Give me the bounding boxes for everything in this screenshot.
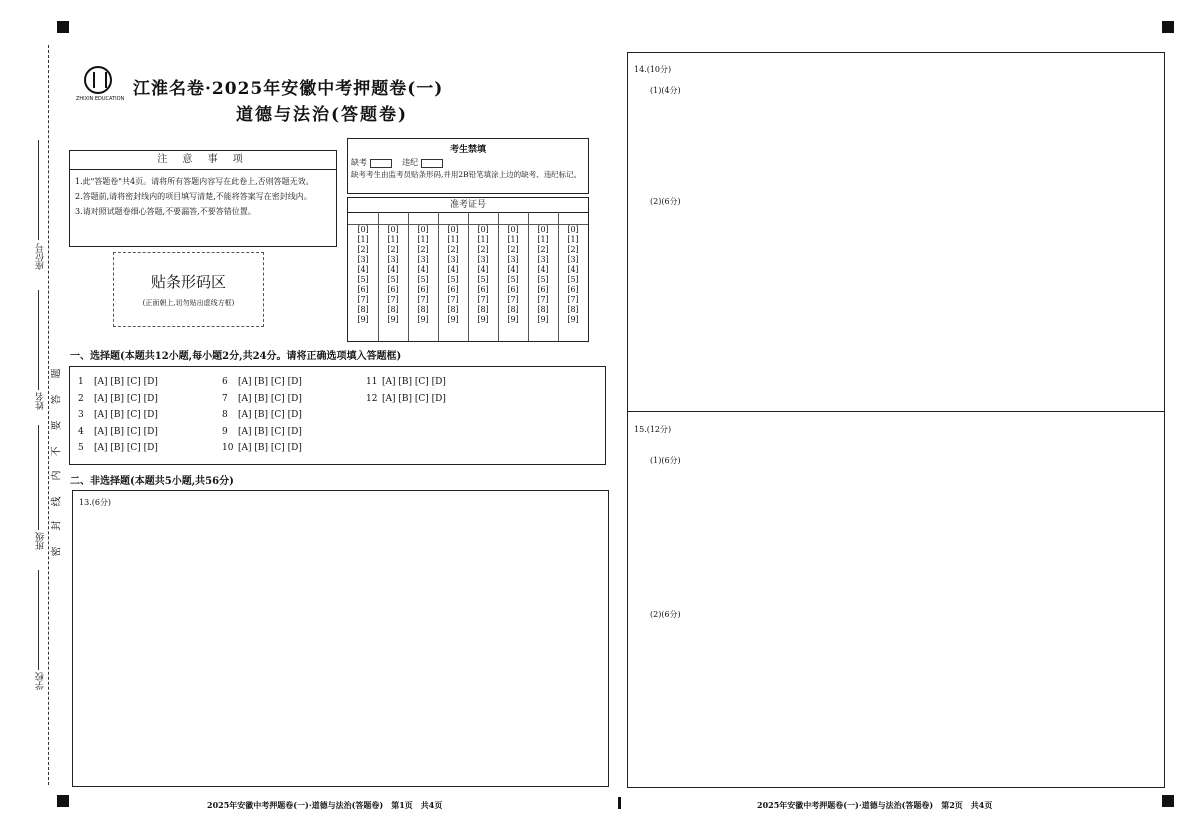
class-label: 班级 (36, 532, 46, 550)
right-page-frame (627, 52, 1165, 788)
seat-line (38, 140, 39, 240)
ticket-bubble[interactable]: [1] (387, 235, 399, 244)
examinee-note: 缺考考生由监考员贴条形码,并用2B铅笔填涂上边的缺考、违纪标记。 (351, 170, 582, 179)
ticket-grid (348, 212, 588, 341)
ticket-bubble[interactable]: [9] (447, 315, 459, 324)
q15-label: 15.(12分) (634, 425, 672, 434)
choice-options[interactable]: [A] [B] [C] [D] (94, 393, 158, 404)
footer-page1: 2025年安徽中考押题卷(一)·道德与法治(答题卷) 第1页 共4页 (207, 800, 443, 810)
logo-icon (84, 66, 112, 94)
ticket-bubble[interactable]: [1] (507, 235, 519, 244)
choice-row[interactable] (78, 410, 158, 420)
ticket-digit-box[interactable] (348, 212, 378, 225)
ticket-bubble[interactable]: [5] (507, 275, 519, 284)
choice-number: 7 (222, 393, 228, 404)
seal-char: 要 (51, 420, 63, 431)
ticket-bubble[interactable]: [1] (417, 235, 429, 244)
ticket-bubble[interactable]: [7] (417, 295, 429, 304)
choice-number: 4 (78, 426, 84, 437)
ticket-bubble[interactable]: [1] (447, 235, 459, 244)
choice-options[interactable]: [A] [B] [C] [D] (382, 377, 446, 387)
ticket-bubble[interactable]: [0] (357, 225, 369, 234)
examinee-box (347, 138, 589, 194)
ticket-digit-box[interactable] (498, 212, 528, 225)
ticket-column (468, 212, 499, 341)
ticket-bubble[interactable]: [0] (387, 225, 399, 234)
choice-number: 6 (222, 377, 228, 387)
ticket-bubble[interactable]: [6] (537, 285, 549, 294)
absent-label: 缺考 (351, 158, 367, 167)
choice-row[interactable] (222, 377, 302, 387)
ticket-bubble[interactable]: [3] (387, 255, 399, 264)
ticket-column (438, 212, 469, 341)
q13-answer-box[interactable] (72, 490, 609, 787)
note-item: 2.答题前,请将密封线内的项目填写清楚,不能将答案写在密封线内。 (75, 192, 312, 201)
ticket-bubble[interactable]: [9] (537, 315, 549, 324)
name-label: 姓名 (36, 392, 46, 410)
ticket-bubble[interactable]: [2] (477, 245, 489, 254)
class-line (38, 425, 39, 530)
alignment-marker (57, 795, 69, 807)
ticket-bubble[interactable]: [7] (357, 295, 369, 304)
section1-title: 一、选择题(本题共12小题,每小题2分,共24分。请将正确选项填入答题框) (70, 351, 402, 362)
ticket-bubble[interactable]: [6] (507, 285, 519, 294)
barcode-hint: (正面朝上,切勿贴出虚线方框) (142, 299, 235, 307)
ticket-bubble[interactable]: [8] (387, 305, 399, 314)
ticket-digit-box[interactable] (528, 212, 558, 225)
seal-char: 答 (51, 394, 63, 405)
center-marker (618, 797, 621, 809)
choice-options[interactable]: [A] [B] [C] [D] (94, 443, 158, 453)
ticket-bubble[interactable]: [9] (387, 315, 399, 324)
choice-options[interactable]: [A] [B] [C] [D] (238, 377, 302, 387)
q14-1-label: (1)(4分) (650, 86, 681, 95)
choice-number: 2 (78, 393, 84, 404)
ticket-digit-box[interactable] (378, 212, 408, 225)
ticket-bubble[interactable]: [0] (417, 225, 429, 234)
ticket-bubble[interactable]: [7] (507, 295, 519, 304)
mark-row (351, 157, 588, 168)
seal-char: 内 (51, 470, 63, 481)
ticket-bubble[interactable]: [3] (447, 255, 459, 264)
ticket-bubble[interactable]: [5] (417, 275, 429, 284)
ticket-bubble[interactable]: [3] (477, 255, 489, 264)
ticket-bubble[interactable]: [6] (447, 285, 459, 294)
ticket-bubble[interactable]: [7] (567, 295, 579, 304)
subject-title: 道德与法治(答题卷) (236, 105, 409, 125)
notes-box (69, 150, 337, 247)
ticket-bubble[interactable]: [5] (567, 275, 579, 284)
ticket-column (348, 212, 379, 341)
ticket-bubble[interactable]: [9] (567, 315, 579, 324)
seal-char: 不 (51, 446, 63, 457)
choice-row[interactable] (222, 394, 302, 404)
ticket-bubble[interactable]: [4] (447, 265, 459, 274)
alignment-marker (1162, 795, 1174, 807)
ticket-digit-box[interactable] (468, 212, 498, 225)
ticket-bubble[interactable]: [9] (357, 315, 369, 324)
choice-number: 9 (222, 426, 228, 437)
choice-options[interactable]: [A] [B] [C] [D] (94, 426, 158, 437)
ticket-bubble[interactable]: [5] (387, 275, 399, 284)
ticket-digit-box[interactable] (558, 212, 588, 225)
name-line (38, 290, 39, 390)
logo-text: ZHIXIN EDUCATION (76, 96, 125, 102)
question-divider (628, 411, 1164, 412)
ticket-bubble[interactable]: [3] (357, 255, 369, 264)
ticket-bubble[interactable]: [8] (507, 305, 519, 314)
choice-options[interactable]: [A] [B] [C] [D] (238, 393, 302, 404)
choice-row[interactable] (366, 394, 446, 404)
ticket-bubble[interactable]: [5] (537, 275, 549, 284)
ticket-bubble[interactable]: [2] (507, 245, 519, 254)
choice-answer-box (69, 366, 606, 465)
ticket-bubble[interactable]: [7] (537, 295, 549, 304)
choice-options[interactable]: [A] [B] [C] [D] (94, 377, 158, 387)
choice-number: 11 (366, 377, 378, 387)
seal-char: 题 (51, 368, 63, 379)
school-line (38, 570, 39, 670)
violation-checkbox[interactable] (421, 159, 443, 168)
ticket-digit-box[interactable] (438, 212, 468, 225)
seal-char: 封 (51, 520, 63, 531)
ticket-bubble[interactable]: [2] (417, 245, 429, 254)
choice-options[interactable]: [A] [B] [C] [D] (382, 393, 446, 404)
ticket-digit-box[interactable] (408, 212, 438, 225)
ticket-bubble[interactable]: [8] (417, 305, 429, 314)
ticket-bubble[interactable]: [8] (447, 305, 459, 314)
notes-list (70, 170, 336, 223)
barcode-title: 贴条形码区 (150, 273, 226, 291)
ticket-bubble[interactable]: [6] (387, 285, 399, 294)
choice-row[interactable] (222, 443, 302, 453)
ticket-bubble[interactable]: [4] (537, 265, 549, 274)
choice-number: 3 (78, 410, 84, 420)
ticket-bubble[interactable]: [5] (447, 275, 459, 284)
ticket-bubble[interactable]: [4] (387, 265, 399, 274)
ticket-bubble[interactable]: [3] (417, 255, 429, 264)
ticket-column (558, 212, 588, 341)
barcode-area (113, 252, 264, 327)
exam-title: 江淮名卷·2025年安徽中考押题卷(一) (133, 79, 444, 99)
choice-number: 1 (78, 377, 84, 387)
seal-char: 密 (51, 546, 63, 557)
ticket-column (408, 212, 439, 341)
choice-row[interactable] (222, 410, 302, 420)
ticket-column (528, 212, 559, 341)
ticket-bubble[interactable]: [9] (477, 315, 489, 324)
note-item: 3.请对照试题卷细心答题,不要漏答,不要答错位置。 (75, 207, 256, 216)
notes-heading: 注 意 事 项 (70, 151, 336, 170)
ticket-number-box (347, 197, 589, 342)
ticket-bubble[interactable]: [4] (417, 265, 429, 274)
q14-label: 14.(10分) (634, 65, 672, 74)
ticket-bubble[interactable]: [6] (417, 285, 429, 294)
choice-row[interactable] (78, 427, 158, 437)
section2-title: 二、非选择题(本题共5小题,共56分) (70, 476, 234, 487)
q14-2-label: (2)(6分) (650, 197, 681, 206)
choice-row[interactable] (366, 377, 446, 387)
ticket-bubble[interactable]: [8] (357, 305, 369, 314)
ticket-bubble[interactable]: [0] (477, 225, 489, 234)
ticket-bubble[interactable]: [5] (477, 275, 489, 284)
ticket-bubble[interactable]: [4] (357, 265, 369, 274)
choice-options[interactable]: [A] [B] [C] [D] (238, 410, 302, 420)
ticket-bubble[interactable]: [1] (567, 235, 579, 244)
choice-options[interactable]: [A] [B] [C] [D] (238, 443, 302, 453)
ticket-bubble[interactable]: [0] (447, 225, 459, 234)
ticket-bubble[interactable]: [7] (387, 295, 399, 304)
ticket-bubble[interactable]: [9] (417, 315, 429, 324)
ticket-bubble[interactable]: [3] (537, 255, 549, 264)
choice-number: 12 (366, 393, 378, 404)
school-label: 学校 (36, 672, 46, 690)
choice-options[interactable]: [A] [B] [C] [D] (238, 426, 302, 437)
ticket-bubble[interactable]: [6] (477, 285, 489, 294)
choice-row[interactable] (222, 427, 302, 437)
seal-dashed-line (48, 45, 49, 785)
seal-char: 线 (51, 496, 63, 507)
ticket-bubble[interactable]: [8] (477, 305, 489, 314)
choice-row[interactable] (78, 377, 158, 387)
footer-page2: 2025年安徽中考押题卷(一)·道德与法治(答题卷) 第2页 共4页 (757, 800, 993, 810)
ticket-bubble[interactable]: [7] (447, 295, 459, 304)
choice-options[interactable]: [A] [B] [C] [D] (94, 410, 158, 420)
ticket-column (498, 212, 529, 341)
ticket-bubble[interactable]: [7] (477, 295, 489, 304)
ticket-bubble[interactable]: [4] (567, 265, 579, 274)
ticket-bubble[interactable]: [1] (357, 235, 369, 244)
ticket-bubble[interactable]: [4] (507, 265, 519, 274)
ticket-bubble[interactable]: [8] (537, 305, 549, 314)
examinee-title: 考生禁填 (449, 145, 486, 155)
q13-label: 13.(6分) (79, 498, 112, 507)
ticket-bubble[interactable]: [0] (537, 225, 549, 234)
choice-row[interactable] (78, 394, 158, 404)
choice-number: 8 (222, 410, 228, 420)
ticket-bubble[interactable]: [1] (477, 235, 489, 244)
ticket-bubble[interactable]: [3] (567, 255, 579, 264)
ticket-bubble[interactable]: [2] (447, 245, 459, 254)
note-item: 1.此"答题卷"共4页。请将所有答题内容写在此卷上,否则答题无效。 (75, 177, 314, 186)
ticket-bubble[interactable]: [4] (477, 265, 489, 274)
ticket-bubble[interactable]: [6] (567, 285, 579, 294)
absent-checkbox[interactable] (370, 159, 392, 168)
q15-2-label: (2)(6分) (650, 610, 681, 619)
ticket-bubble[interactable]: [2] (567, 245, 579, 254)
choice-number: 10 (222, 443, 234, 453)
alignment-marker (1162, 21, 1174, 33)
ticket-bubble[interactable]: [5] (357, 275, 369, 284)
q15-1-label: (1)(6分) (650, 456, 681, 465)
ticket-column (378, 212, 409, 341)
ticket-bubble[interactable]: [9] (507, 315, 519, 324)
ticket-bubble[interactable]: [0] (507, 225, 519, 234)
ticket-bubble[interactable]: [0] (567, 225, 579, 234)
ticket-title: 准考证号 (348, 198, 588, 213)
ticket-bubble[interactable]: [2] (357, 245, 369, 254)
ticket-bubble[interactable]: [2] (537, 245, 549, 254)
choice-row[interactable] (78, 443, 158, 453)
ticket-bubble[interactable]: [8] (567, 305, 579, 314)
ticket-bubble[interactable]: [1] (537, 235, 549, 244)
ticket-bubble[interactable]: [3] (507, 255, 519, 264)
violation-label: 违纪 (402, 158, 419, 167)
ticket-bubble[interactable]: [2] (387, 245, 399, 254)
alignment-marker (57, 21, 69, 33)
choice-number: 5 (78, 443, 84, 453)
ticket-bubble[interactable]: [6] (357, 285, 369, 294)
seat-label: 座位号 (36, 243, 46, 270)
